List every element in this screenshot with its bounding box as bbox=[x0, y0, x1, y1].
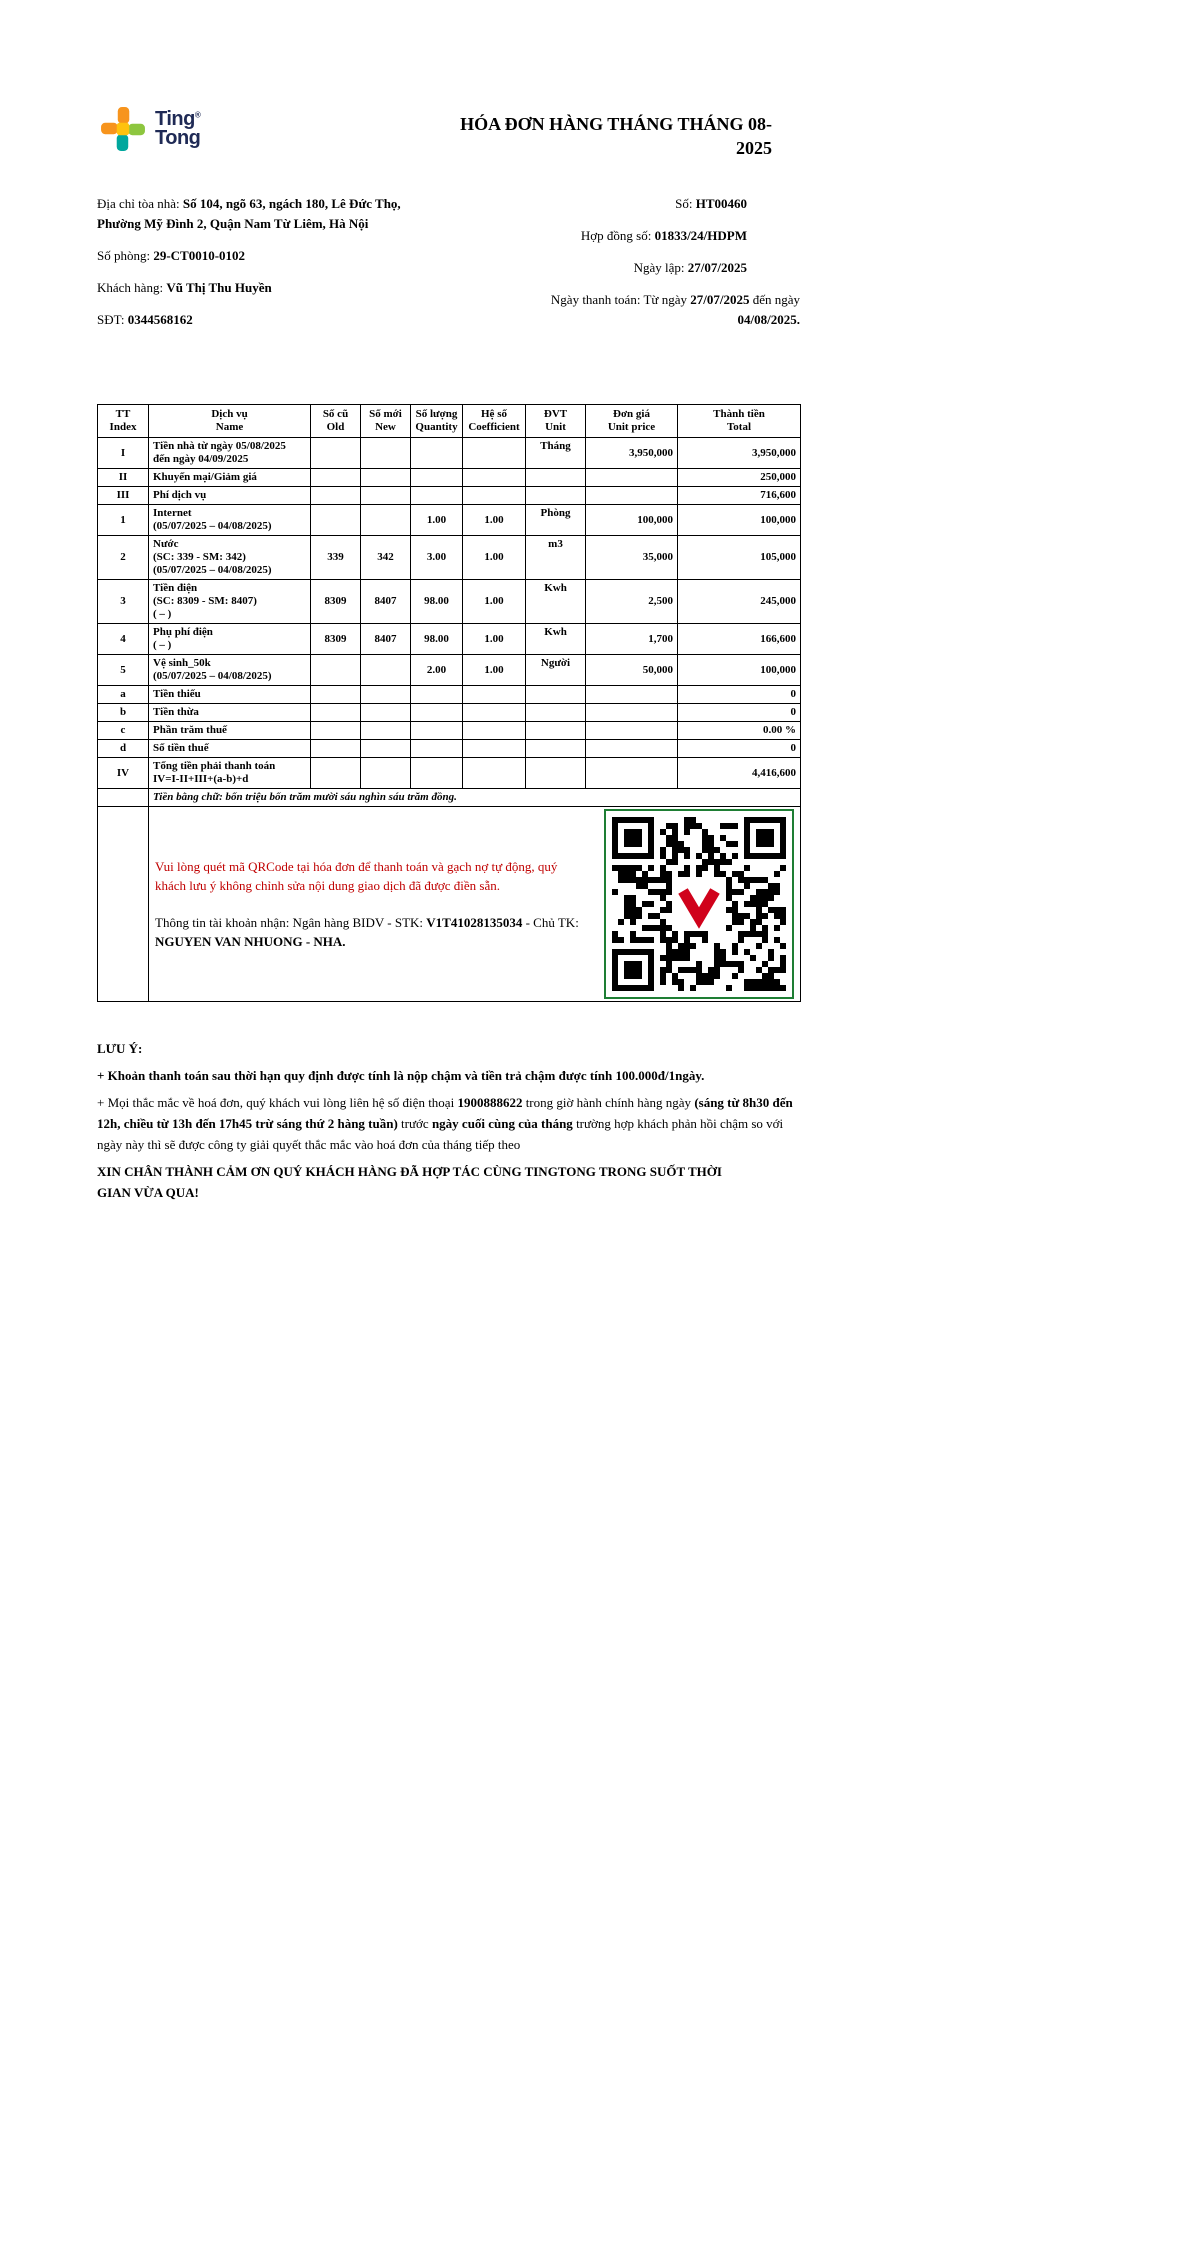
cell-tt: I bbox=[98, 438, 149, 469]
cell-coef bbox=[463, 722, 526, 740]
cell-name: Internet (05/07/2025 – 04/08/2025) bbox=[149, 505, 311, 536]
service-row bbox=[98, 655, 801, 686]
cell-name: Vệ sinh_50k (05/07/2025 – 04/08/2025) bbox=[149, 655, 311, 686]
qr-code bbox=[612, 817, 786, 991]
service-row bbox=[98, 624, 801, 655]
cell-price: 35,000 bbox=[586, 536, 678, 580]
cell-old bbox=[311, 704, 361, 722]
cell-total: 4,416,600 bbox=[678, 758, 801, 789]
cell-old bbox=[311, 758, 361, 789]
service-row bbox=[98, 722, 801, 740]
cell-unit: Tháng bbox=[526, 438, 586, 469]
cell-tt: III bbox=[98, 487, 149, 505]
invoice-table-body bbox=[98, 438, 801, 789]
qr-row bbox=[98, 807, 801, 1002]
cell-unit bbox=[526, 722, 586, 740]
cell-qty bbox=[411, 758, 463, 789]
cell-tt: 5 bbox=[98, 655, 149, 686]
cell-name: Số tiền thuế bbox=[149, 740, 311, 758]
customer-phone: SĐT: 0344568162 bbox=[97, 312, 193, 327]
contract-number: Hợp đồng số: 01833/24/HDPM bbox=[580, 228, 747, 243]
cell-tt: c bbox=[98, 722, 149, 740]
invoice-table-head bbox=[98, 405, 801, 438]
service-row bbox=[98, 536, 801, 580]
cell-price bbox=[586, 722, 678, 740]
cell-old bbox=[311, 740, 361, 758]
amount-in-words-value: bốn triệu bốn trăm mười sáu nghìn sáu trăm đồng. bbox=[225, 791, 457, 803]
cell-total: 245,000 bbox=[678, 580, 801, 624]
cell-old bbox=[311, 655, 361, 686]
cell-coef: 1.00 bbox=[463, 505, 526, 536]
cell-old bbox=[311, 722, 361, 740]
cell-name: Phụ phí điện ( – ) bbox=[149, 624, 311, 655]
cell-tt: 4 bbox=[98, 624, 149, 655]
service-row bbox=[98, 505, 801, 536]
invoice-title bbox=[460, 112, 800, 160]
cell-qty bbox=[411, 704, 463, 722]
cell-coef: 1.00 bbox=[463, 655, 526, 686]
amount-in-words-row bbox=[98, 789, 801, 807]
invoice-number: Số: HT00460 bbox=[675, 196, 747, 211]
cell-tt: 3 bbox=[98, 580, 149, 624]
cell-old: 339 bbox=[311, 536, 361, 580]
cell-tt bbox=[98, 789, 149, 807]
cell-new bbox=[361, 469, 411, 487]
cell-unit: Người bbox=[526, 655, 586, 686]
cell-price: 50,000 bbox=[586, 655, 678, 686]
cell-name: Tiền nhà từ ngày 05/08/2025 đến ngày 04/09/2025 bbox=[149, 438, 311, 469]
amount-in-words-label: Tiền bằng chữ: bbox=[153, 791, 226, 803]
cell-qty bbox=[411, 438, 463, 469]
cell-name: Tiền thừa bbox=[149, 704, 311, 722]
cell-qty: 2.00 bbox=[411, 655, 463, 686]
cell-tt: 1 bbox=[98, 505, 149, 536]
column-header-row bbox=[98, 405, 801, 438]
cell-coef bbox=[463, 758, 526, 789]
registered-mark: ® bbox=[194, 110, 201, 120]
cell-price bbox=[586, 704, 678, 722]
cell-unit: m3 bbox=[526, 536, 586, 580]
cell-coef: 1.00 bbox=[463, 536, 526, 580]
cell-new bbox=[361, 686, 411, 704]
cell-old bbox=[311, 469, 361, 487]
thank-you-note: XIN CHÂN THÀNH CẢM ƠN QUÝ KHÁCH HÀNG ĐÃ HỢP TÁC CÙNG TINGTONG TRONG SUỐT THỜI GIAN VỪA QUA! bbox=[97, 1164, 722, 1200]
cell-coef bbox=[463, 487, 526, 505]
cell-old: 8309 bbox=[311, 580, 361, 624]
cell-qty: 98.00 bbox=[411, 624, 463, 655]
column-header: Dịch vụ Name bbox=[149, 405, 311, 438]
invoice-table-footer bbox=[98, 789, 801, 1002]
cell-qty bbox=[411, 487, 463, 505]
column-header: Thành tiền Total bbox=[678, 405, 801, 438]
cell-name: Phần trăm thuế bbox=[149, 722, 311, 740]
cell-tt: d bbox=[98, 740, 149, 758]
cell-price: 3,950,000 bbox=[586, 438, 678, 469]
service-row bbox=[98, 758, 801, 789]
column-header: Số cũ Old bbox=[311, 405, 361, 438]
column-header: Số lượng Quantity bbox=[411, 405, 463, 438]
cell-qty: 1.00 bbox=[411, 505, 463, 536]
cell-total: 716,600 bbox=[678, 487, 801, 505]
notes-title: LƯU Ý: bbox=[97, 1041, 143, 1056]
service-row bbox=[98, 469, 801, 487]
cell-qty bbox=[411, 469, 463, 487]
cell-new bbox=[361, 758, 411, 789]
cell-tt: II bbox=[98, 469, 149, 487]
column-header: TT Index bbox=[98, 405, 149, 438]
cell-qty: 3.00 bbox=[411, 536, 463, 580]
tingtong-logo-text bbox=[155, 110, 200, 148]
cell-coef: 1.00 bbox=[463, 580, 526, 624]
column-header: Số mới New bbox=[361, 405, 411, 438]
customer-info bbox=[97, 194, 447, 342]
info-section bbox=[97, 194, 800, 342]
cell-qty: 98.00 bbox=[411, 580, 463, 624]
cell-new: 8407 bbox=[361, 580, 411, 624]
service-row bbox=[98, 740, 801, 758]
cell-qty bbox=[411, 686, 463, 704]
cell-name: Tiền thiếu bbox=[149, 686, 311, 704]
cell-qty bbox=[411, 722, 463, 740]
logo-word-tong: Tong bbox=[155, 127, 201, 149]
cell-coef: 1.00 bbox=[463, 624, 526, 655]
qr-payment-cell bbox=[149, 807, 801, 1002]
cell-price bbox=[586, 469, 678, 487]
cell-new bbox=[361, 740, 411, 758]
cell-price: 2,500 bbox=[586, 580, 678, 624]
cell-qty bbox=[411, 740, 463, 758]
service-row bbox=[98, 580, 801, 624]
cell-old bbox=[311, 487, 361, 505]
cell-price bbox=[586, 740, 678, 758]
building-address: Địa chỉ tòa nhà: Số 104, ngõ 63, ngách 180, Lê Đức Thọ, Phường Mỹ Đình 2, Quận Nam Từ Liêm, Hà Nội bbox=[97, 196, 401, 231]
invoice-page bbox=[97, 0, 800, 1209]
cell-unit bbox=[526, 758, 586, 789]
notes-section bbox=[97, 1038, 800, 1203]
cell-name: Nước (SC: 339 - SM: 342) (05/07/2025 – 04/08/2025) bbox=[149, 536, 311, 580]
cell-price: 1,700 bbox=[586, 624, 678, 655]
qr-scan-instruction: Vui lòng quét mã QRCode tại hóa đơn để thanh toán và gạch nợ tự động, quý khách lưu ý không chỉnh sửa nội dung giao dịch đã được điền sẵn. bbox=[155, 859, 558, 893]
logo-word-ting: Ting bbox=[155, 108, 195, 130]
service-row bbox=[98, 487, 801, 505]
room-number: Số phòng: 29-CT0010-0102 bbox=[97, 248, 246, 263]
cell-new bbox=[361, 438, 411, 469]
cell-unit: Phòng bbox=[526, 505, 586, 536]
cell-unit: Kwh bbox=[526, 580, 586, 624]
cell-new: 8407 bbox=[361, 624, 411, 655]
cell-new: 342 bbox=[361, 536, 411, 580]
tingtong-logo-icon bbox=[100, 106, 146, 152]
cell-total: 100,000 bbox=[678, 655, 801, 686]
cell-name: Tổng tiền phải thanh toán IV=I-II+III+(a-b)+d bbox=[149, 758, 311, 789]
cell-name: Tiền điện (SC: 8309 - SM: 8407) ( – ) bbox=[149, 580, 311, 624]
cell-total: 105,000 bbox=[678, 536, 801, 580]
cell-tt: a bbox=[98, 686, 149, 704]
cell-new bbox=[361, 655, 411, 686]
payment-instructions bbox=[153, 857, 591, 951]
cell-tt: b bbox=[98, 704, 149, 722]
cell-coef bbox=[463, 686, 526, 704]
cell-price bbox=[586, 487, 678, 505]
cell-name: Phí dịch vụ bbox=[149, 487, 311, 505]
cell-tt: IV bbox=[98, 758, 149, 789]
column-header: Đơn giá Unit price bbox=[586, 405, 678, 438]
customer-name: Khách hàng: Vũ Thị Thu Huyền bbox=[97, 280, 272, 295]
cell-name: Khuyến mại/Giảm giá bbox=[149, 469, 311, 487]
cell-unit bbox=[526, 740, 586, 758]
cell-total: 0 bbox=[678, 686, 801, 704]
cell-unit bbox=[526, 469, 586, 487]
cell-old bbox=[311, 505, 361, 536]
cell-new bbox=[361, 505, 411, 536]
cell-unit bbox=[526, 704, 586, 722]
cell-new bbox=[361, 487, 411, 505]
cell-price bbox=[586, 686, 678, 704]
cell-new bbox=[361, 722, 411, 740]
cell-total: 0 bbox=[678, 740, 801, 758]
cell-tt: 2 bbox=[98, 536, 149, 580]
qr-code-frame bbox=[604, 809, 794, 999]
cell-total: 3,950,000 bbox=[678, 438, 801, 469]
invoice-title-line1: HÓA ĐƠN HÀNG THÁNG THÁNG 08- bbox=[460, 114, 772, 134]
note-late-payment: + Khoản thanh toán sau thời hạn quy định được tính là nộp chậm và tiền trả chậm được tính 100.000đ/1ngày. bbox=[97, 1068, 705, 1083]
cell-total: 250,000 bbox=[678, 469, 801, 487]
cell-total: 166,600 bbox=[678, 624, 801, 655]
service-row bbox=[98, 704, 801, 722]
cell-price bbox=[586, 758, 678, 789]
cell-new bbox=[361, 704, 411, 722]
cell-coef bbox=[463, 438, 526, 469]
column-header: Hệ số Coefficient bbox=[463, 405, 526, 438]
invoice-table bbox=[97, 404, 801, 1002]
note-contact: + Mọi thắc mắc về hoá đơn, quý khách vui lòng liên hệ số điện thoại 1900888622 trong giờ hành chính hàng ngày (sáng từ 8h30 đến 12h, chiều từ 13h đến 17h45 trừ sáng thứ 2 hàng tuần) trước ngày cuối cùng của tháng trường hợp khách phản hồi chậm so với ngày này thì sẽ được công ty giải quyết thắc mắc vào hoá đơn của tháng tiếp theo bbox=[97, 1095, 793, 1152]
cell-old bbox=[311, 686, 361, 704]
cell-unit bbox=[526, 487, 586, 505]
invoice-title-line2: 2025 bbox=[736, 138, 772, 158]
invoice-meta bbox=[500, 194, 800, 342]
service-row bbox=[98, 438, 801, 469]
cell-price: 100,000 bbox=[586, 505, 678, 536]
cell-unit: Kwh bbox=[526, 624, 586, 655]
cell-total: 0 bbox=[678, 704, 801, 722]
cell-coef bbox=[463, 469, 526, 487]
issue-date: Ngày lập: 27/07/2025 bbox=[633, 260, 747, 275]
service-row bbox=[98, 686, 801, 704]
cell-tt bbox=[98, 807, 149, 1002]
header bbox=[97, 106, 800, 160]
bank-account-info: Thông tin tài khoản nhận: Ngân hàng BIDV - STK: V1T41028135034 - Chủ TK: NGUYEN VAN NHUONG - NHA. bbox=[155, 915, 579, 949]
tingtong-logo bbox=[100, 106, 200, 152]
cell-total: 100,000 bbox=[678, 505, 801, 536]
cell-old bbox=[311, 438, 361, 469]
payment-period: Ngày thanh toán: Từ ngày 27/07/2025 đến ngày 04/08/2025. bbox=[550, 292, 800, 327]
cell-old: 8309 bbox=[311, 624, 361, 655]
cell-coef bbox=[463, 704, 526, 722]
column-header: ĐVT Unit bbox=[526, 405, 586, 438]
cell-unit bbox=[526, 686, 586, 704]
cell-total: 0.00 % bbox=[678, 722, 801, 740]
cell-coef bbox=[463, 740, 526, 758]
amount-in-words bbox=[149, 789, 801, 807]
